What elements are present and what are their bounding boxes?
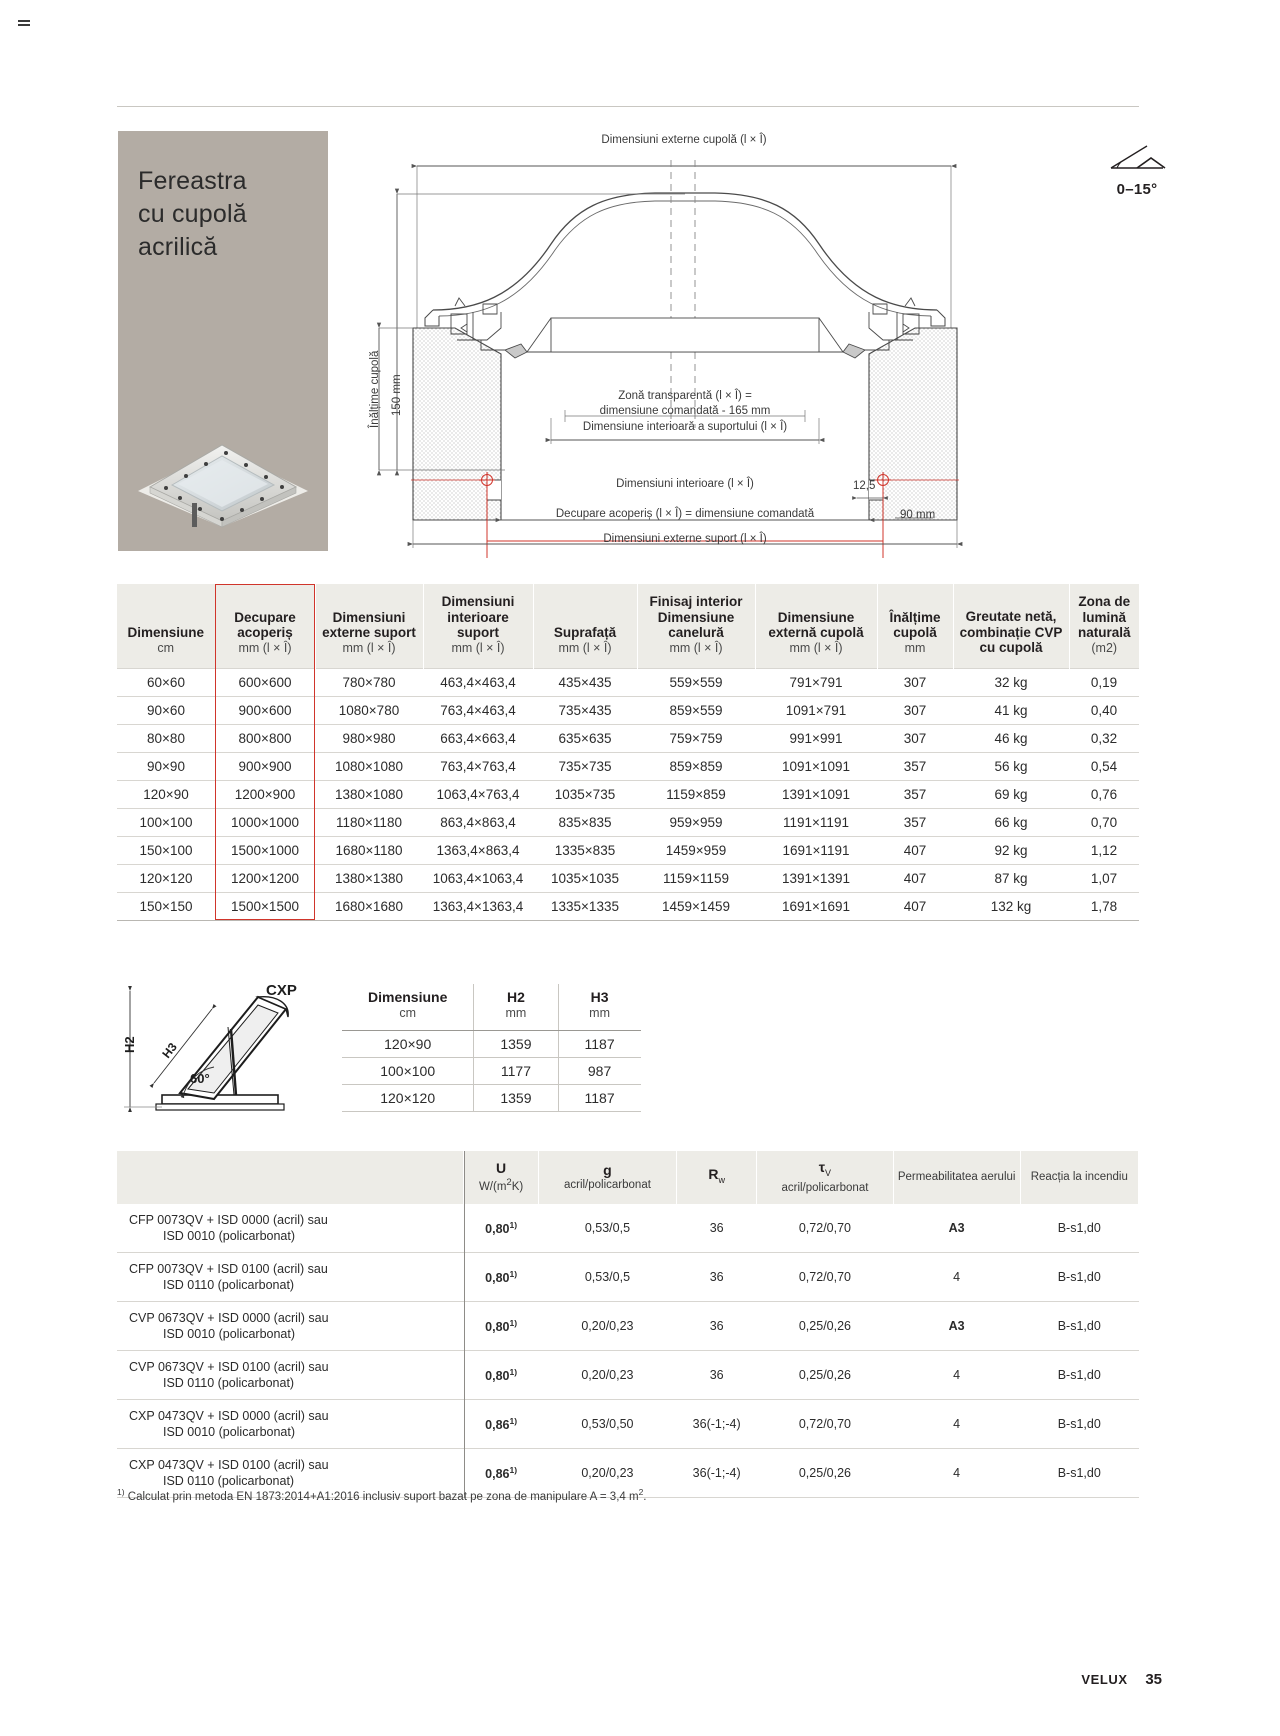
footnote-text: Calculat prin metoda EN 1873:2014+A1:2016 inclusiv suport bazat pe zona de manipulare A = 3,4 $m^2$.	[124, 1487, 647, 1503]
table-cell: 1159×859	[637, 780, 755, 808]
table-cell: 600×600	[215, 668, 315, 696]
table-row	[342, 1085, 641, 1112]
table-cell: 46 kg	[953, 724, 1069, 752]
g-value-cell: 0,53/0,5	[538, 1252, 676, 1301]
table-cell: 735×435	[533, 696, 637, 724]
table-cell: 1459×959	[637, 836, 755, 864]
header-rule	[117, 106, 1139, 107]
air-permeability-cell: A3	[893, 1301, 1020, 1350]
table-cell: 1380×1080	[315, 780, 423, 808]
hero-panel	[118, 131, 328, 551]
table-row	[117, 836, 1139, 864]
caption-inner-support-dimension: Dimensiune interioară a suportului (l × Î)	[582, 421, 788, 433]
table-cell: 435×435	[533, 668, 637, 696]
cxp-diagram-svg	[118, 975, 333, 1125]
tau-v-value-cell: 0,25/0,26	[757, 1301, 894, 1350]
table-row	[117, 724, 1139, 752]
table-cell: 1691×1191	[755, 836, 877, 864]
svg-text:60°: 60°	[190, 1071, 210, 1086]
col-header-suprafata: Suprafață mm (l × Î)	[533, 584, 637, 668]
table-cell: 987	[558, 1058, 641, 1085]
caption-transparent-zone-line1: Zonă transparentă (l × Î) =	[618, 390, 752, 402]
table-cell: 100×100	[117, 808, 215, 836]
product-line-2: ISD 0110 (policarbonat)	[163, 1375, 295, 1390]
table-cell: 780×780	[315, 668, 423, 696]
caption-outer-support-dimension: Dimensiuni externe suport (l × Î)	[603, 533, 767, 545]
table-cell: 357	[877, 808, 953, 836]
table-cell: 1180×1180	[315, 808, 423, 836]
table-cell: 859×859	[637, 752, 755, 780]
u-value-cell	[464, 1301, 538, 1350]
performance-table-divider	[464, 1151, 465, 1498]
table-cell: 1063,4×1063,4	[423, 864, 533, 892]
air-permeability-cell: 4	[893, 1350, 1020, 1399]
u-value: 0,80	[485, 1221, 510, 1236]
tau-v-value-cell: 0,72/0,70	[757, 1204, 894, 1253]
product-line-1: CFP 0073QV + ISD 0000 (acril) sau	[129, 1212, 328, 1227]
svg-text:H3: H3	[159, 1040, 180, 1061]
air-permeability-cell: 4	[893, 1448, 1020, 1497]
product-name-cell	[117, 1350, 464, 1399]
corner-registration-mark	[18, 20, 30, 30]
table-cell: 900×600	[215, 696, 315, 724]
table-cell: 0,19	[1069, 668, 1139, 696]
air-permeability-cell: A3	[893, 1204, 1020, 1253]
col-header-u-value: U $W/(m^2K)$	[464, 1151, 538, 1204]
col-header-dimensiuni-externe-suport: Dimensiuni externe suport mm (l × Î)	[315, 584, 423, 668]
table-cell: 1080×780	[315, 696, 423, 724]
table-cell: 1500×1000	[215, 836, 315, 864]
table-cell: 835×835	[533, 808, 637, 836]
col-header-finisaj-interior-canelura: Finisaj interior Dimensiune canelură mm (l × Î)	[637, 584, 755, 668]
table-cell: 559×559	[637, 668, 755, 696]
col-header-cxp-dimensiune: Dimensiune cm	[342, 984, 474, 1031]
u-footnote-marker: 1)	[509, 1464, 518, 1475]
cxp-height-table-body	[342, 1031, 641, 1112]
table-cell: 32 kg	[953, 668, 1069, 696]
table-cell: 357	[877, 752, 953, 780]
table-cell: 132 kg	[953, 892, 1069, 920]
col-header-fire-reaction: Reacția la incendiu	[1020, 1151, 1138, 1204]
caption-transparent-zone-line2: dimensiune comandată - 165 mm	[599, 405, 771, 417]
page-title-line-1: Fereastra	[138, 167, 247, 195]
product-name-cell	[117, 1252, 464, 1301]
fire-reaction-cell: B-s1,d0	[1020, 1448, 1138, 1497]
cxp-height-table	[342, 984, 641, 1112]
product-line-2: ISD 0110 (policarbonat)	[163, 1473, 295, 1488]
performance-table	[117, 1151, 1139, 1498]
table-row	[117, 668, 1139, 696]
performance-table-header-row	[117, 1151, 1139, 1204]
tau-v-value-cell: 0,72/0,70	[757, 1399, 894, 1448]
g-value-cell: 0,53/0,5	[538, 1204, 676, 1253]
table-cell: 1177	[474, 1058, 558, 1085]
u-value-cell	[464, 1350, 538, 1399]
rw-value-cell: 36(-1;-4)	[677, 1448, 757, 1497]
u-footnote-marker: 1)	[509, 1317, 518, 1328]
rw-value-cell: 36(-1;-4)	[677, 1399, 757, 1448]
table-cell: 120×120	[342, 1085, 474, 1112]
product-name-cell	[117, 1399, 464, 1448]
col-header-dimensiune-externa-cupola: Dimensiune externă cupolă mm (l × Î)	[755, 584, 877, 668]
table-cell: 0,70	[1069, 808, 1139, 836]
page-footer	[1081, 1671, 1162, 1688]
table-row	[117, 696, 1139, 724]
table-cell: 357	[877, 780, 953, 808]
table-cell: 1091×791	[755, 696, 877, 724]
table-cell: 1200×1200	[215, 864, 315, 892]
table-cell: 1000×1000	[215, 808, 315, 836]
caption-150mm: 150 mm	[391, 374, 403, 416]
col-header-tau-v-value: $\tau_V$ acril/policarbonat	[757, 1151, 894, 1204]
g-value-cell: 0,20/0,23	[538, 1301, 676, 1350]
table-row	[117, 1204, 1139, 1253]
col-header-decupare-acoperis: Decupare acoperiș mm (l × Î)	[215, 584, 315, 668]
fire-reaction-cell: B-s1,d0	[1020, 1204, 1138, 1253]
page-title-line-3: acrilică	[138, 233, 218, 261]
table-cell: 120×90	[342, 1031, 474, 1058]
table-cell: 60×60	[117, 668, 215, 696]
table-cell: 1191×1191	[755, 808, 877, 836]
u-value-cell	[464, 1252, 538, 1301]
table-cell: 90×60	[117, 696, 215, 724]
table-cell: 759×759	[637, 724, 755, 752]
page-title-line-2: cu cupolă	[138, 200, 247, 228]
product-name-cell	[117, 1301, 464, 1350]
table-cell: 87 kg	[953, 864, 1069, 892]
air-permeability-cell: 4	[893, 1252, 1020, 1301]
product-line-1: CXP 0473QV + ISD 0100 (acril) sau	[129, 1457, 329, 1472]
product-line-2: ISD 0010 (policarbonat)	[163, 1424, 296, 1439]
brand-name: VELUX	[1081, 1672, 1128, 1687]
page-number: 35	[1145, 1671, 1162, 1688]
caption-outer-dome-dimension: Dimensiuni externe cupolă (l × Î)	[601, 134, 767, 146]
table-cell: 991×991	[755, 724, 877, 752]
table-row	[117, 780, 1139, 808]
col-header-rw-value	[677, 1151, 757, 1204]
table-cell: 1,12	[1069, 836, 1139, 864]
rw-value-cell: 36	[677, 1350, 757, 1399]
table-cell: 90×90	[117, 752, 215, 780]
dimensions-table	[117, 584, 1139, 921]
table-cell: 863,4×863,4	[423, 808, 533, 836]
cxp-height-header-row	[342, 984, 641, 1031]
table-cell: 1080×1080	[315, 752, 423, 780]
table-cell: 80×80	[117, 724, 215, 752]
product-line-2: ISD 0110 (policarbonat)	[163, 1277, 295, 1292]
u-value: 0,86	[485, 1417, 510, 1432]
table-row	[117, 808, 1139, 836]
table-cell: 1091×1091	[755, 752, 877, 780]
product-name-cell	[117, 1204, 464, 1253]
col-header-dimensiuni-interioare-suport: Dimensiuni interioare suport mm (l × Î)	[423, 584, 533, 668]
caption-dim-12-5: 12,5	[853, 480, 876, 492]
table-cell: 307	[877, 668, 953, 696]
product-line-1: CVP 0673QV + ISD 0000 (acril) sau	[129, 1310, 329, 1325]
table-cell: 1159×1159	[637, 864, 755, 892]
table-cell: 120×120	[117, 864, 215, 892]
u-value: 0,80	[485, 1270, 510, 1285]
fire-reaction-cell: B-s1,d0	[1020, 1301, 1138, 1350]
table-cell: 1459×1459	[637, 892, 755, 920]
table-cell: 1680×1680	[315, 892, 423, 920]
u-value: 0,80	[485, 1368, 510, 1383]
table-cell: 1063,4×763,4	[423, 780, 533, 808]
table-cell: 1363,4×863,4	[423, 836, 533, 864]
table-cell: 663,4×663,4	[423, 724, 533, 752]
u-footnote-marker: 1)	[509, 1366, 518, 1377]
table-cell: 1359	[474, 1031, 558, 1058]
table-cell: 859×559	[637, 696, 755, 724]
table-cell: 407	[877, 892, 953, 920]
svg-text:H2: H2	[122, 1036, 137, 1053]
rw-symbol: $R_w$	[708, 1166, 725, 1185]
table-cell: 1200×900	[215, 780, 315, 808]
product-line-1: CFP 0073QV + ISD 0100 (acril) sau	[129, 1261, 328, 1276]
g-value-cell: 0,20/0,23	[538, 1350, 676, 1399]
tau-v-value-cell: 0,25/0,26	[757, 1448, 894, 1497]
rw-value-cell: 36	[677, 1204, 757, 1253]
table-cell: 1380×1380	[315, 864, 423, 892]
table-cell: 763,4×763,4	[423, 752, 533, 780]
tau-v-value-cell: 0,72/0,70	[757, 1252, 894, 1301]
g-value-cell: 0,53/0,50	[538, 1399, 676, 1448]
table-cell: 1680×1180	[315, 836, 423, 864]
cross-section-svg	[355, 128, 1015, 558]
footnote-marker: 1)	[117, 1487, 125, 1497]
g-value-cell: 0,20/0,23	[538, 1448, 676, 1497]
col-header-h3: H3 mm	[558, 984, 641, 1031]
page-title	[138, 165, 247, 264]
tau-v-symbol: $\tau_V$	[818, 1159, 832, 1178]
table-row	[117, 892, 1139, 920]
caption-dim-90mm: 90 mm	[900, 509, 936, 521]
table-row	[342, 1058, 641, 1085]
table-cell: 0,54	[1069, 752, 1139, 780]
table-cell: 463,4×463,4	[423, 668, 533, 696]
table-row	[342, 1031, 641, 1058]
fire-reaction-cell: B-s1,d0	[1020, 1399, 1138, 1448]
u-value-cell	[464, 1399, 538, 1448]
table-cell: 100×100	[342, 1058, 474, 1085]
product-line-2: ISD 0010 (policarbonat)	[163, 1228, 296, 1243]
u-footnote-marker: 1)	[509, 1268, 518, 1279]
dimensions-table-body	[117, 668, 1139, 920]
table-cell: 407	[877, 864, 953, 892]
col-header-h2: H2 mm	[474, 984, 558, 1031]
skylight-product-photo	[126, 393, 320, 533]
col-header-dimensiune: Dimensiune cm	[117, 584, 215, 668]
table-cell: 150×150	[117, 892, 215, 920]
table-cell: 66 kg	[953, 808, 1069, 836]
caption-dome-height: Înălțime cupolă	[369, 350, 381, 428]
table-cell: 959×959	[637, 808, 755, 836]
table-cell: 635×635	[533, 724, 637, 752]
caption-roof-cutout: Decupare acoperiș (l × Î) = dimensiune comandată	[555, 508, 815, 520]
table-cell: 120×90	[117, 780, 215, 808]
table-cell: 41 kg	[953, 696, 1069, 724]
table-cell: 1187	[558, 1031, 641, 1058]
rw-value-cell: 36	[677, 1252, 757, 1301]
table-cell: 0,76	[1069, 780, 1139, 808]
table-cell: 980×980	[315, 724, 423, 752]
col-header-air-permeability: Permeabilitatea aerului	[893, 1151, 1020, 1204]
table-cell: 1363,4×1363,4	[423, 892, 533, 920]
rw-value-cell: 36	[677, 1301, 757, 1350]
u-value-cell	[464, 1204, 538, 1253]
table-cell: 1,07	[1069, 864, 1139, 892]
fire-reaction-cell: B-s1,d0	[1020, 1252, 1138, 1301]
col-header-zona-lumina-naturala: Zona de lumină naturală (m2)	[1069, 584, 1139, 668]
roof-pitch-icon	[1107, 138, 1167, 174]
col-header-greutate-neta: Greutate netă, combinație CVP cu cupolă	[953, 584, 1069, 668]
table-cell: 307	[877, 696, 953, 724]
table-cell: 763,4×463,4	[423, 696, 533, 724]
table-row	[117, 1350, 1139, 1399]
u-footnote-marker: 1)	[509, 1415, 518, 1426]
performance-table-body	[117, 1204, 1139, 1498]
col-header-g-value: g acril/policarbonat	[538, 1151, 676, 1204]
table-cell: 1335×835	[533, 836, 637, 864]
table-row	[117, 1399, 1139, 1448]
table-cell: 56 kg	[953, 752, 1069, 780]
table-cell: 791×791	[755, 668, 877, 696]
table-cell: 1691×1691	[755, 892, 877, 920]
col-header-inaltime-cupola: Înălțime cupolă mm	[877, 584, 953, 668]
table-cell: 69 kg	[953, 780, 1069, 808]
u-value: 0,86	[485, 1466, 510, 1481]
product-line-2: ISD 0010 (policarbonat)	[163, 1326, 296, 1341]
roof-pitch-label: 0–15°	[1116, 181, 1158, 198]
fire-reaction-cell: B-s1,d0	[1020, 1350, 1138, 1399]
table-cell: 735×735	[533, 752, 637, 780]
table-cell: 1391×1091	[755, 780, 877, 808]
dimensions-table-header-row	[117, 584, 1139, 668]
table-cell: 307	[877, 724, 953, 752]
cxp-opening-diagram	[118, 975, 333, 1125]
product-line-1: CVP 0673QV + ISD 0100 (acril) sau	[129, 1359, 329, 1374]
table-cell: 800×800	[215, 724, 315, 752]
table-row	[117, 752, 1139, 780]
table-row	[117, 864, 1139, 892]
product-line-1: CXP 0473QV + ISD 0000 (acril) sau	[129, 1408, 329, 1423]
table-row	[117, 1301, 1139, 1350]
table-row	[117, 1252, 1139, 1301]
table-cell: 1187	[558, 1085, 641, 1112]
table-cell: 900×900	[215, 752, 315, 780]
table-cell: 0,32	[1069, 724, 1139, 752]
table-cell: 92 kg	[953, 836, 1069, 864]
cross-section-drawing	[355, 128, 1015, 558]
table-cell: 1500×1500	[215, 892, 315, 920]
roof-pitch-indicator	[1106, 138, 1168, 198]
u-unit: $W/(m^2K)$	[478, 1176, 524, 1193]
svg-text:CXP: CXP	[266, 982, 297, 999]
col-header-product	[117, 1151, 464, 1204]
footnote	[117, 1487, 647, 1503]
air-permeability-cell: 4	[893, 1399, 1020, 1448]
u-footnote-marker: 1)	[509, 1219, 518, 1230]
table-cell: 1035×1035	[533, 864, 637, 892]
u-value: 0,80	[485, 1319, 510, 1334]
table-cell: 1035×735	[533, 780, 637, 808]
table-cell: 1,78	[1069, 892, 1139, 920]
tau-v-value-cell: 0,25/0,26	[757, 1350, 894, 1399]
caption-interior-dimensions: Dimensiuni interioare (l × Î)	[616, 478, 754, 490]
table-cell: 150×100	[117, 836, 215, 864]
table-cell: 1335×1335	[533, 892, 637, 920]
table-cell: 1391×1391	[755, 864, 877, 892]
table-cell: 407	[877, 836, 953, 864]
table-cell: 0,40	[1069, 696, 1139, 724]
table-cell: 1359	[474, 1085, 558, 1112]
